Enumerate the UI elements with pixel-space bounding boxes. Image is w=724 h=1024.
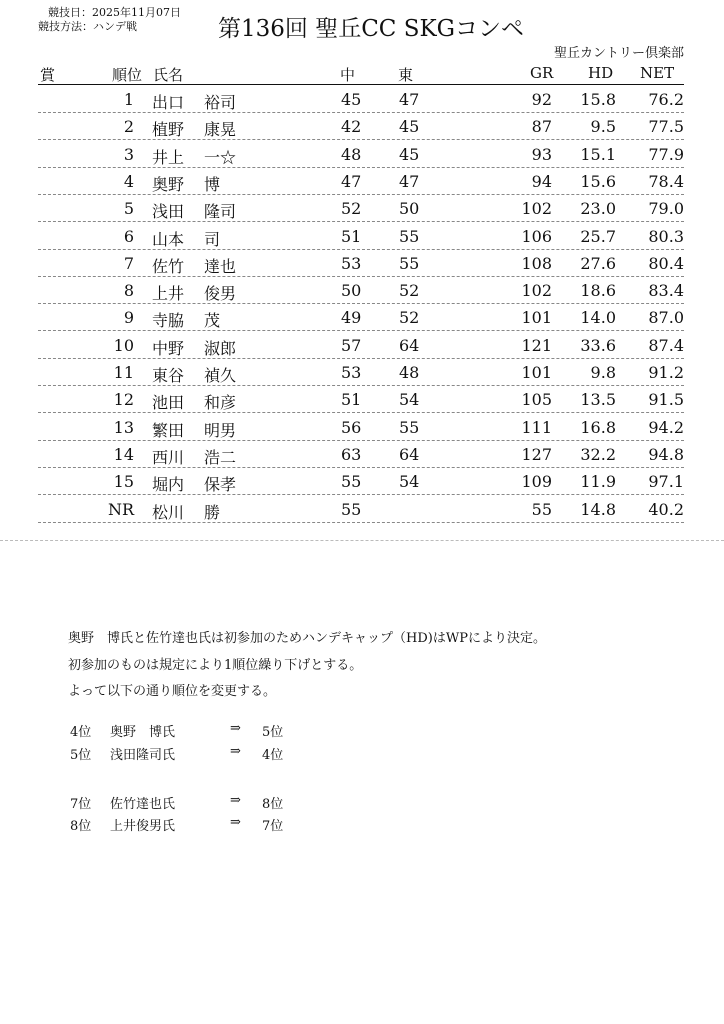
cell-rank: 15 <box>113 472 134 492</box>
table-row <box>38 386 684 413</box>
note-line: 初参加のものは規定により1順位繰り下げとする。 <box>68 658 363 673</box>
cell-gross: 108 <box>521 253 552 273</box>
cell-gross: 127 <box>521 444 552 464</box>
cell-hd: 15.6 <box>580 171 616 191</box>
table-row <box>38 414 684 441</box>
cell-in: 45 <box>399 144 420 164</box>
cell-first: 明男 <box>204 420 237 440</box>
cell-gross: 111 <box>521 417 552 437</box>
cell-hd: 9.8 <box>590 363 616 382</box>
table-row <box>38 223 684 250</box>
note-line: 奥野 博氏と佐竹達也氏は初参加のためハンデキャップ（HD)はWPにより決定。 <box>68 631 546 646</box>
cell-out: 53 <box>341 363 362 382</box>
table-row <box>38 277 684 304</box>
cell-net: 77.9 <box>648 144 684 164</box>
cell-in: 47 <box>399 171 420 191</box>
cell-out: 57 <box>341 335 362 355</box>
cell-gross: 87 <box>531 117 552 137</box>
col-rank: 順位 <box>112 66 143 84</box>
cell-rank: 2 <box>123 117 134 137</box>
cell-last: 寺脇 <box>152 311 185 331</box>
cell-out: 45 <box>341 90 362 109</box>
cell-first: 司 <box>204 229 221 249</box>
cell-hd: 23.0 <box>580 199 616 219</box>
cell-rank: 12 <box>113 390 134 410</box>
cell-last: 浅田 <box>152 202 185 222</box>
change-name: 浅田隆司氏 <box>110 748 176 763</box>
cell-net: 91.5 <box>648 390 684 410</box>
cell-in: 52 <box>399 281 420 301</box>
cell-rank: 14 <box>113 444 134 464</box>
cell-gross: 109 <box>521 472 552 492</box>
cell-first: 達也 <box>204 256 237 276</box>
arrow-icon: ⇒ <box>230 721 241 736</box>
col-gross: GR <box>530 64 554 82</box>
change-from: 5位 <box>70 748 92 763</box>
cell-rank: NR <box>107 499 134 519</box>
arrow-icon: ⇒ <box>230 744 241 759</box>
cell-gross: 55 <box>531 499 552 519</box>
table-row <box>38 441 684 468</box>
table-row <box>38 168 684 195</box>
cell-hd: 14.0 <box>580 308 616 328</box>
change-name: 佐竹達也氏 <box>110 797 176 812</box>
note-line: よって以下の通り順位を変更する。 <box>68 684 277 699</box>
cell-net: 87.0 <box>648 308 684 328</box>
cell-last: 東谷 <box>152 366 185 385</box>
cell-first: 博 <box>204 174 221 194</box>
cell-net: 78.4 <box>648 171 684 191</box>
cell-last: 奥野 <box>152 174 185 194</box>
cell-in: 50 <box>399 199 420 219</box>
change-name: 奥野 博氏 <box>110 725 176 740</box>
change-to: 4位 <box>262 748 284 763</box>
col-out: 中 <box>340 66 356 84</box>
cell-hd: 32.2 <box>580 444 616 464</box>
cell-in: 64 <box>399 335 420 355</box>
cell-out: 55 <box>341 499 362 519</box>
cell-last: 植野 <box>152 120 185 140</box>
cell-net: 83.4 <box>648 281 684 301</box>
cell-out: 50 <box>341 281 362 301</box>
col-hd: HD <box>588 64 614 82</box>
cell-net: 80.4 <box>648 253 684 273</box>
cell-last: 中野 <box>152 338 185 358</box>
cell-out: 51 <box>341 226 362 246</box>
change-to: 5位 <box>262 725 284 740</box>
cell-rank: 4 <box>123 171 134 191</box>
cell-gross: 94 <box>531 171 552 191</box>
arrow-icon: ⇒ <box>230 815 241 830</box>
arrow-icon: ⇒ <box>230 793 241 808</box>
cell-first: 俊男 <box>204 284 237 304</box>
cell-rank: 10 <box>113 335 134 355</box>
cell-last: 山本 <box>152 229 185 249</box>
cell-first: 康晃 <box>204 120 237 140</box>
table-row <box>38 359 684 386</box>
cell-out: 48 <box>341 144 362 164</box>
cell-net: 87.4 <box>648 335 684 355</box>
cell-out: 52 <box>341 199 362 219</box>
cell-net: 97.1 <box>648 472 684 492</box>
cell-first: 保孝 <box>204 475 237 495</box>
cell-hd: 14.8 <box>580 499 616 519</box>
cell-first: 淑郎 <box>204 338 237 358</box>
cell-hd: 16.8 <box>580 417 616 437</box>
page-title: 第136回 聖丘CC SKGコンペ <box>218 16 525 42</box>
col-net: NET <box>640 64 675 82</box>
cell-last: 松川 <box>152 502 185 522</box>
cell-last: 池田 <box>152 393 185 413</box>
cell-hd: 25.7 <box>580 226 616 246</box>
cell-in: 55 <box>399 226 420 246</box>
cell-gross: 121 <box>521 335 552 355</box>
cell-last: 繁田 <box>152 420 185 440</box>
cell-hd: 15.1 <box>580 144 616 164</box>
table-row <box>38 195 684 222</box>
cell-net: 76.2 <box>648 90 684 109</box>
cell-rank: 3 <box>123 144 134 164</box>
cell-net: 40.2 <box>648 499 684 519</box>
cell-out: 51 <box>341 390 362 410</box>
cell-in: 45 <box>399 117 420 137</box>
table-row <box>38 141 684 168</box>
table-row <box>38 304 684 331</box>
cell-hd: 13.5 <box>580 390 616 410</box>
cell-hd: 9.5 <box>590 117 616 137</box>
cell-first: 浩二 <box>204 447 237 467</box>
cell-net: 91.2 <box>648 363 684 382</box>
cell-first: 勝 <box>204 502 221 522</box>
change-to: 8位 <box>262 797 284 812</box>
cell-gross: 102 <box>521 199 552 219</box>
change-to: 7位 <box>262 819 284 834</box>
cell-gross: 106 <box>521 226 552 246</box>
cell-first: 裕司 <box>204 93 237 112</box>
change-from: 4位 <box>70 725 92 740</box>
cell-in: 48 <box>399 363 420 382</box>
cell-net: 79.0 <box>648 199 684 219</box>
cell-net: 94.8 <box>648 444 684 464</box>
change-from: 8位 <box>70 819 92 834</box>
cell-last: 出口 <box>152 93 185 112</box>
cell-gross: 101 <box>521 363 552 382</box>
cell-last: 井上 <box>152 147 185 167</box>
cell-hd: 11.9 <box>580 472 616 492</box>
cell-hd: 33.6 <box>580 335 616 355</box>
change-name: 上井俊男氏 <box>110 819 176 834</box>
table-row <box>38 332 684 359</box>
cell-out: 42 <box>341 117 362 137</box>
cell-last: 上井 <box>152 284 185 304</box>
table-row <box>38 86 684 113</box>
cell-first: 隆司 <box>204 202 237 222</box>
cell-gross: 105 <box>521 390 552 410</box>
cell-last: 西川 <box>152 447 185 467</box>
change-from: 7位 <box>70 797 92 812</box>
table-row <box>38 113 684 140</box>
cell-rank: 6 <box>123 226 134 246</box>
cell-first: 一☆ <box>204 147 237 167</box>
cell-rank: 11 <box>113 363 134 382</box>
cell-out: 63 <box>341 444 362 464</box>
col-name: 氏名 <box>153 66 184 84</box>
cell-in: 54 <box>399 390 420 410</box>
cell-gross: 92 <box>531 90 552 109</box>
cell-last: 佐竹 <box>152 256 185 276</box>
page-divider <box>0 540 724 541</box>
cell-rank: 8 <box>123 281 134 301</box>
cell-in: 54 <box>399 472 420 492</box>
competition-date: 競技日：2025年11月07日 <box>48 6 181 19</box>
cell-rank: 7 <box>123 253 134 273</box>
cell-net: 77.5 <box>648 117 684 137</box>
cell-rank: 5 <box>123 199 134 219</box>
cell-out: 49 <box>341 308 362 328</box>
table-row <box>38 250 684 277</box>
cell-in: 64 <box>399 444 420 464</box>
cell-first: 禎久 <box>204 366 237 385</box>
cell-net: 94.2 <box>648 417 684 437</box>
cell-in: 55 <box>399 417 420 437</box>
cell-rank: 13 <box>113 417 134 437</box>
table-row <box>38 468 684 495</box>
cell-gross: 93 <box>531 144 552 164</box>
cell-in: 52 <box>399 308 420 328</box>
header-rule <box>38 84 684 85</box>
competition-method: 競技方法：ハンデ戦 <box>38 20 137 33</box>
row-divider <box>38 522 684 523</box>
cell-gross: 101 <box>521 308 552 328</box>
cell-first: 和彦 <box>204 393 237 413</box>
cell-first: 茂 <box>204 311 221 331</box>
col-prize: 賞 <box>40 66 56 84</box>
cell-out: 55 <box>341 472 362 492</box>
cell-hd: 18.6 <box>580 281 616 301</box>
cell-hd: 27.6 <box>580 253 616 273</box>
cell-rank: 1 <box>123 90 134 109</box>
cell-rank: 9 <box>123 308 134 328</box>
cell-out: 47 <box>341 171 362 191</box>
club-name: 聖丘カントリー倶楽部 <box>554 46 685 61</box>
table-row <box>38 496 684 523</box>
cell-in: 47 <box>399 90 420 109</box>
cell-hd: 15.8 <box>580 90 616 109</box>
cell-last: 堀内 <box>152 475 185 495</box>
col-in: 東 <box>398 66 414 84</box>
cell-in: 55 <box>399 253 420 273</box>
cell-out: 56 <box>341 417 362 437</box>
cell-gross: 102 <box>521 281 552 301</box>
cell-out: 53 <box>341 253 362 273</box>
cell-net: 80.3 <box>648 226 684 246</box>
